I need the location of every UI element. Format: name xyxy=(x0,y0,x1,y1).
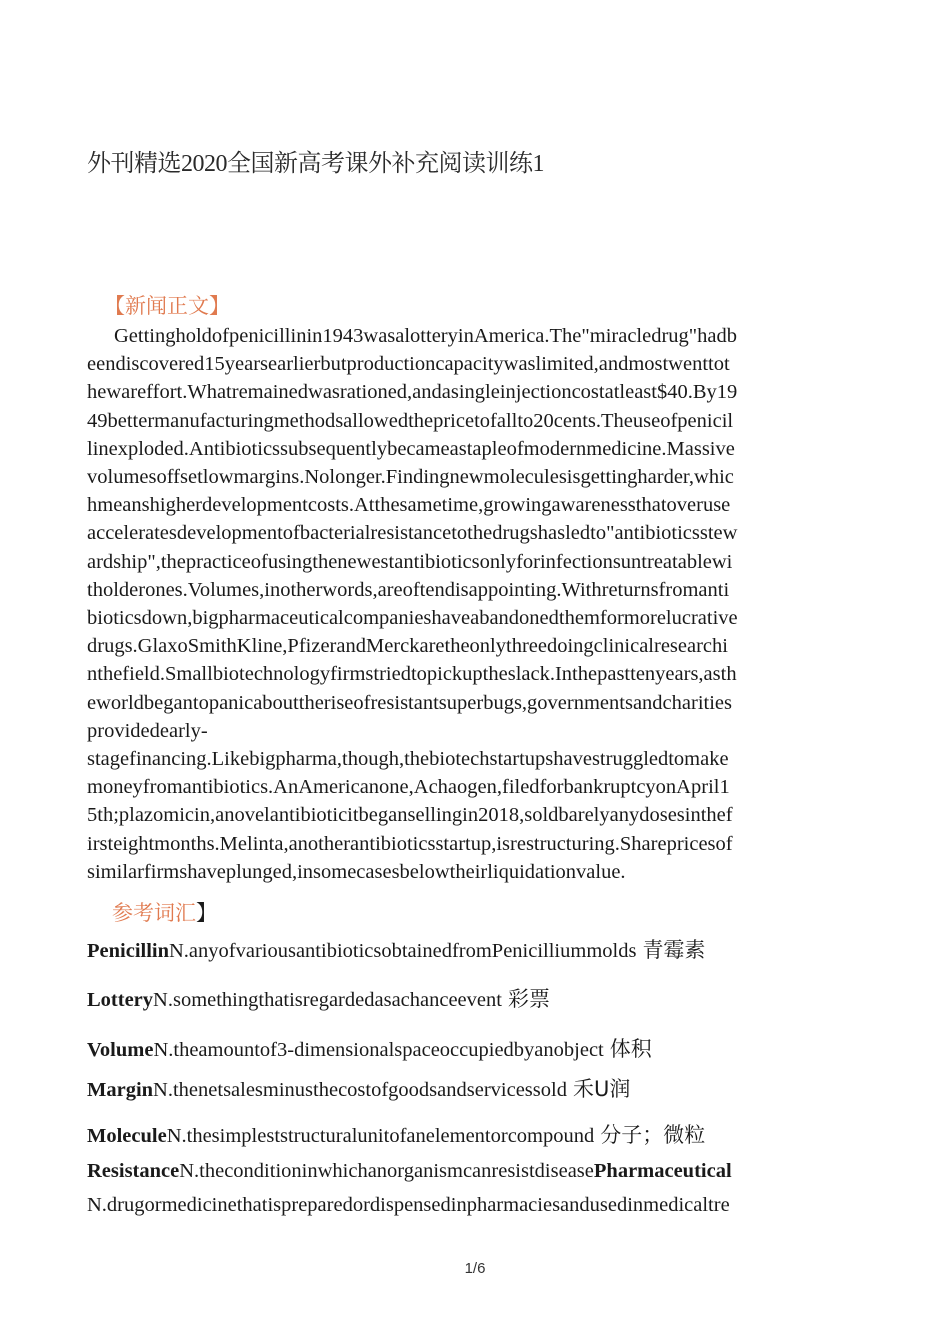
article-line: drugs.GlaxoSmithKline,PfizerandMerckaretheonlythreedoingclinicalresearchi xyxy=(87,635,728,658)
vocab-definition: N.thesimpleststructuralunitofanelementorcompound xyxy=(166,1125,595,1147)
article-line: 5th;plazomicin,anovelantibioticitbegansellingin2018,soldbarelyanydosesinthef xyxy=(87,804,733,827)
vocab-translation: 分子；微粒 xyxy=(600,1123,706,1147)
vocab-translation: 青霉素 xyxy=(642,938,706,962)
vocab-entry-molecule xyxy=(87,1119,705,1149)
article-line: eworldbegantopanicabouttheriseofresistantsuperbugs,governmentsandcharities xyxy=(87,691,732,714)
vocab-definition-continued: N.drugormedicinethatispreparedordispensedinpharmaciesandusedinmedicaltre xyxy=(87,1194,730,1216)
article-line: similarfirmshaveplunged,insomecasesbelowtheirliquidationvalue. xyxy=(87,860,626,883)
vocab-entry-margin xyxy=(87,1073,630,1103)
article-line: acceleratesdevelopmentofbacterialresistancetothedrugshasledto"antibioticsstew xyxy=(87,522,738,545)
article-line: hewareffort.Whatremainedwasrationed,andasingleinjectioncostatleast$40.By19 xyxy=(87,381,738,404)
vocab-term: Volume xyxy=(87,1039,154,1061)
article-line: stagefinancing.Likebigpharma,though,thebiotechstartupshavestruggledtomake xyxy=(87,748,729,771)
vocab-entry-resistance xyxy=(87,1160,732,1183)
vocab-term: Pharmaceutical xyxy=(593,1160,732,1182)
vocab-definition: N.theconditioninwhichanorganismcanresistdisease xyxy=(179,1160,594,1182)
vocab-translation: 禾U润 xyxy=(572,1077,631,1101)
article-line: 49bettermanufacturingmethodsallowedthepricetofallto20cents.Theuseofpenicil xyxy=(87,409,734,432)
article-line: linexploded.Antibioticssubsequentlybecameastapleofmodernmedicine.Massive xyxy=(87,437,735,460)
article-line: providedearly- xyxy=(87,719,208,742)
news-section-heading: 【新闻正文】 xyxy=(104,294,230,318)
vocab-definition: N.theamountof3-dimensionalspaceoccupiedbyanobject xyxy=(153,1039,604,1061)
article-line: nthefield.Smallbiotechnologyfirmstriedtopickuptheslack.Inthepasttenyears,asth xyxy=(87,663,737,686)
vocab-section-heading xyxy=(112,897,217,927)
vocab-term: Resistance xyxy=(87,1160,180,1182)
article-line: hmeanshigherdevelopmentcosts.Atthesametime,growingawarenessthatoveruse xyxy=(87,494,731,517)
vocab-translation: 彩票 xyxy=(507,987,550,1011)
vocab-entry-penicillin xyxy=(87,934,705,964)
vocab-term: Penicillin xyxy=(87,940,169,962)
article-line: ardship",thepracticeofusingthenewestantibioticsonlyforinfectionsuntreatablewi xyxy=(87,550,733,573)
vocab-heading-text: 参考词汇 xyxy=(112,901,196,925)
document-title: 外刊精选2020全国新高考课外补充阅读训练1 xyxy=(87,151,544,177)
article-line: tholderones.Volumes,inotherwords,areoftendisappointing.Withreturnsfromanti xyxy=(87,578,730,601)
article-line: eendiscovered15yearsearlierbutproductioncapacitywaslimited,andmostwenttot xyxy=(87,353,730,376)
page-number: 1/6 xyxy=(464,1260,486,1277)
vocab-definition: N.somethingthatisregardedasachanceevent xyxy=(153,989,502,1011)
article-body xyxy=(87,322,862,886)
article-line: moneyfromantibiotics.AnAmericanone,Achaogen,filedforbankruptcyonApril1 xyxy=(87,776,730,799)
vocab-entry-volume xyxy=(87,1033,652,1063)
vocab-term: Lottery xyxy=(87,989,154,1011)
vocab-definition: N.anyofvariousantibioticsobtainedfromPenicilliummolds xyxy=(169,940,637,962)
vocab-translation: 体积 xyxy=(609,1037,652,1061)
article-line: volumesoffsetlowmargins.Nolonger.Findingnewmoleculesisgettingharder,whic xyxy=(87,466,734,489)
vocab-term: Molecule xyxy=(87,1125,167,1147)
article-line: Gettingholdofpenicillinin1943wasalotteryinAmerica.The"miracledrug"hadb xyxy=(114,325,738,347)
vocab-definition: N.thenetsalesminusthecostofgoodsandservicessold xyxy=(153,1079,567,1101)
article-line: bioticsdown,bigpharmaceuticalcompanieshaveabandonedthemformorelucrative xyxy=(87,607,738,630)
vocab-term: Margin xyxy=(87,1079,154,1101)
vocab-entry-lottery xyxy=(87,983,550,1013)
vocab-heading-bracket: 】 xyxy=(196,901,217,925)
article-line: irsteightmonths.Melinta,anotherantibioticsstartup,isrestructuring.Sharepricesof xyxy=(87,832,733,855)
